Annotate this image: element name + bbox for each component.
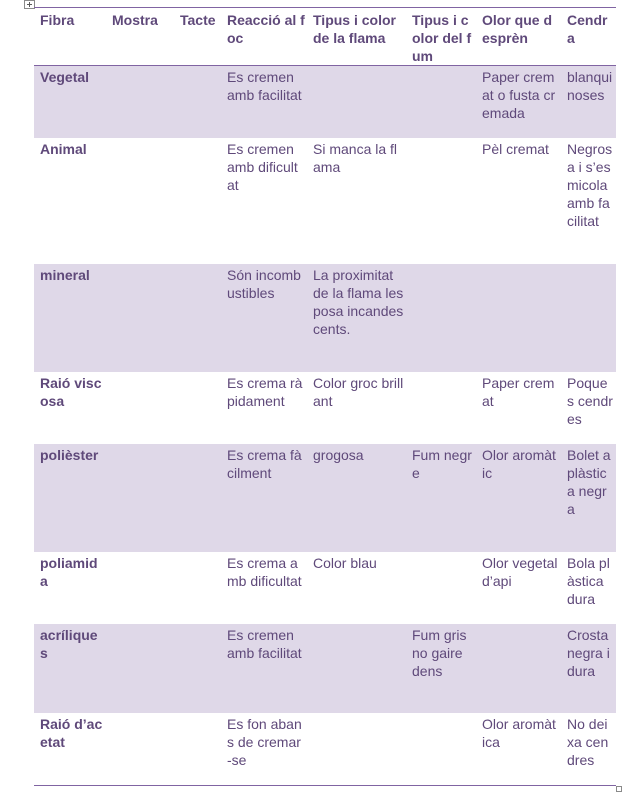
cell-fum [406, 372, 476, 444]
header-tipus-color-fum: Tipus i color del fum [412, 12, 472, 64]
cell-tacte [174, 444, 221, 552]
cell-flama: Si manca la flama [313, 140, 398, 175]
cell-cendra: Crosta negra i dura [567, 626, 610, 679]
cell-reaccio: Són incombustibles [227, 266, 301, 301]
table-row [34, 713, 616, 786]
cell-fibra: mineral [40, 266, 90, 283]
cell-cendra: Bola plàstica dura [567, 554, 610, 607]
cell-flama [307, 624, 406, 713]
table-resize-handle-icon[interactable] [616, 786, 622, 792]
cell-tacte [174, 66, 221, 138]
cell-olor: Olor aromàtic [482, 446, 556, 481]
cell-olor: Paper cremat [482, 374, 555, 409]
cell-tacte [174, 713, 221, 786]
cell-fum: Fum gris no gaire dens [412, 626, 467, 679]
cell-cendra [561, 264, 616, 372]
cell-cendra: No deixa cendres [567, 715, 609, 768]
table-row [34, 264, 616, 372]
cell-fibra: polièster [40, 446, 99, 463]
cell-flama: grogosa [313, 446, 364, 463]
cell-fibra: Animal [40, 140, 87, 157]
cell-tacte [174, 372, 221, 444]
cell-cendra: Poques cendres [567, 374, 613, 427]
header-fibra: Fibra [40, 12, 75, 28]
cell-fum [406, 138, 476, 264]
cell-fibra: acríliques [40, 626, 98, 661]
cell-olor: Olor vegetal d’api [482, 554, 558, 589]
cell-reaccio: Es crema amb dificultat [227, 554, 302, 589]
cell-fibra: Raió d’acetat [40, 715, 103, 750]
cell-mostra [106, 372, 174, 444]
header-mostra: Mostra [112, 12, 158, 28]
table-row [34, 138, 616, 264]
cell-cendra: blanquinoses [567, 69, 613, 103]
table-row [34, 444, 616, 552]
cell-reaccio: Es fon abans de cremar-se [227, 715, 302, 768]
cell-reaccio: Es cremen amb dificultat [227, 140, 298, 193]
cell-mostra [106, 66, 174, 138]
cell-reaccio: Es crema ràpidament [227, 374, 303, 409]
cell-tacte [174, 552, 221, 624]
cell-olor: Pèl cremat [482, 140, 549, 157]
cell-fum: Fum negre [412, 446, 472, 481]
cell-olor [476, 624, 561, 713]
cell-fibra: poliamida [40, 554, 98, 589]
cell-fibra: Vegetal [40, 69, 90, 85]
cell-fum [406, 713, 476, 786]
table-header-row [34, 8, 616, 66]
cell-reaccio: Es cremen amb facilitat [227, 69, 302, 103]
cell-reaccio: Es cremen amb facilitat [227, 626, 302, 661]
cell-mostra [106, 713, 174, 786]
cell-fum [406, 66, 476, 138]
cell-flama: Color groc brillant [313, 374, 404, 409]
header-cendra: Cendra [567, 12, 608, 46]
table-row [34, 372, 616, 444]
cell-mostra [106, 264, 174, 372]
table-row [34, 66, 616, 138]
cell-fum [406, 552, 476, 624]
header-tacte: Tacte [180, 12, 216, 28]
cell-fibra: Raió viscosa [40, 374, 102, 409]
cell-flama [307, 66, 406, 138]
cell-flama [307, 713, 406, 786]
cell-cendra: Negrosa i s’esmicola amb facilitat [567, 140, 613, 229]
header-tipus-color-flama: Tipus i color de la flama [313, 12, 396, 46]
cell-reaccio: Es crema fàcilment [227, 446, 302, 481]
table-row [34, 624, 616, 713]
cell-flama: Color blau [313, 554, 377, 571]
header-olor: Olor que desprèn [482, 12, 552, 46]
cell-mostra [106, 444, 174, 552]
table-row [34, 552, 616, 624]
fiber-burn-test-table [34, 7, 616, 786]
cell-olor: Olor aromàtica [482, 715, 556, 750]
cell-olor: Paper cremat o fusta cremada [482, 69, 556, 121]
cell-mostra [106, 138, 174, 264]
cell-mostra [106, 624, 174, 713]
cell-olor [476, 264, 561, 372]
cell-fum [406, 264, 476, 372]
cell-tacte [174, 138, 221, 264]
cell-mostra [106, 552, 174, 624]
cell-tacte [174, 624, 221, 713]
cell-tacte [174, 264, 221, 372]
header-reaccio-al-foc: Reacció al foc [227, 12, 305, 46]
cell-flama: La proximitat de la flama les posa incandescents. [313, 266, 404, 337]
cell-cendra: Bolet a plàstica negra [567, 446, 611, 517]
